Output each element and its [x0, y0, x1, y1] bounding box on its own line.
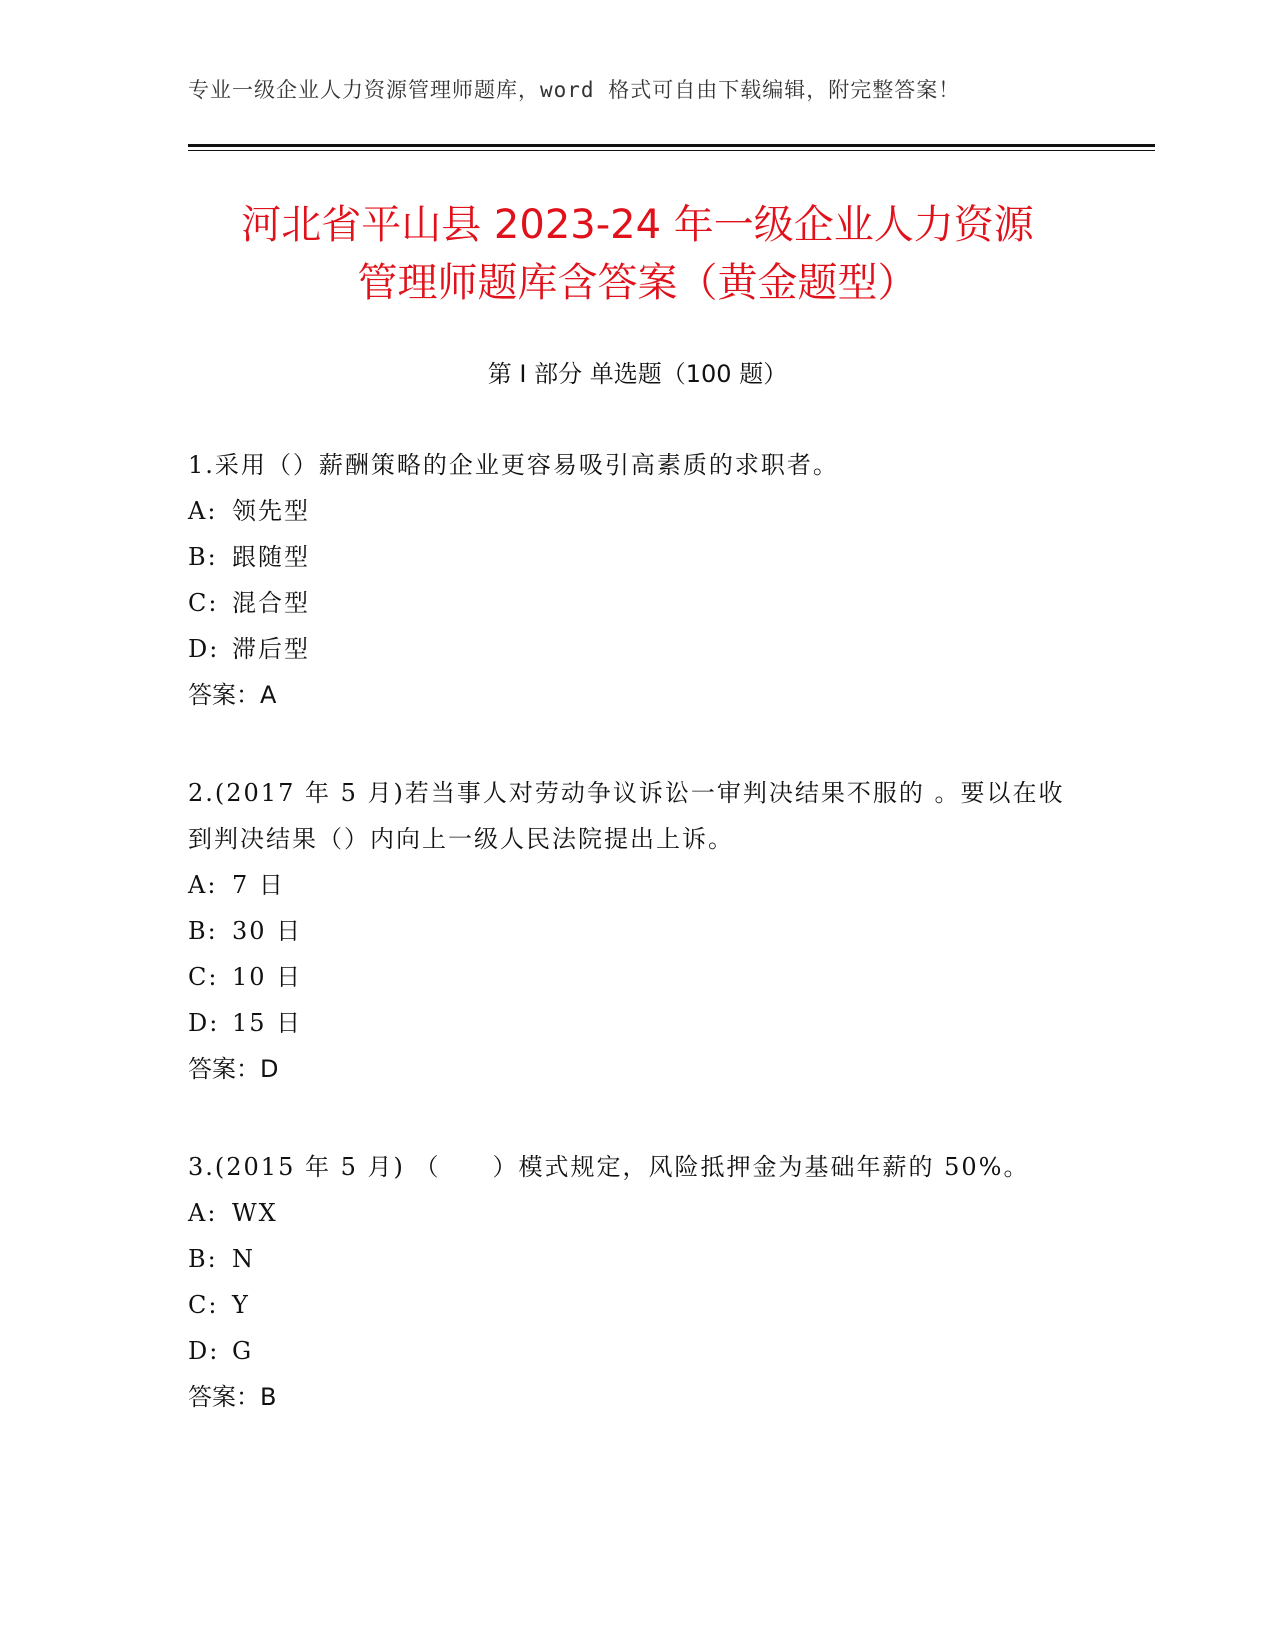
option-letter: A: [188, 497, 218, 525]
option-text: 15 日 [232, 1009, 303, 1037]
document-title-line2: 管理师题库含答案（黄金题型） [357, 260, 918, 306]
option-letter: D: [188, 1009, 220, 1037]
option-letter: B: [188, 1245, 218, 1273]
option-text: Y [232, 1291, 250, 1319]
option-text: 混合型 [232, 589, 310, 617]
option-a [188, 488, 1088, 534]
question-stem: 3.(2015 年 5 月) （ ）模式规定，风险抵押金为基础年薪的 50%。 [188, 1153, 1030, 1181]
question-1 [188, 442, 1088, 718]
option-text: 7 日 [232, 871, 285, 899]
option-text: G [232, 1337, 254, 1365]
answer-line: 答案：B [188, 1383, 277, 1411]
option-letter: A: [188, 871, 218, 899]
option-letter: B: [188, 543, 218, 571]
option-letter: C: [188, 1291, 219, 1319]
option-letter: C: [188, 963, 219, 991]
answer-line: 答案：D [188, 1055, 279, 1083]
question-stem: 1.采用（）薪酬策略的企业更容易吸引高素质的求职者。 [188, 451, 839, 479]
option-letter: A: [188, 1199, 218, 1227]
section-title: 第 I 部分 单选题（100 题） [487, 360, 788, 388]
option-letter: B: [188, 917, 218, 945]
option-d [188, 1328, 1088, 1374]
document-title-line1: 河北省平山县 2023-24 年一级企业人力资源 [241, 202, 1034, 248]
option-letter: D: [188, 1337, 220, 1365]
option-letter: D: [188, 635, 220, 663]
option-text: N [232, 1245, 255, 1273]
option-text: 30 日 [232, 917, 303, 945]
option-c [188, 954, 1088, 1000]
option-b [188, 1236, 1088, 1282]
question-list [188, 442, 1088, 1472]
question-2 [188, 770, 1088, 1092]
header-rule-thin [188, 150, 1155, 151]
option-text: WX [232, 1199, 278, 1227]
question-stem: 2.(2017 年 5 月)若当事人对劳动争议诉讼一审判决结果不服的 。要以在收到判决结果（）内向上一级人民法院提出上诉。 [188, 779, 1065, 853]
question-3 [188, 1144, 1088, 1420]
option-text: 滞后型 [232, 635, 310, 663]
document-title [140, 196, 1135, 312]
option-d [188, 626, 1088, 672]
option-text: 领先型 [232, 497, 310, 525]
option-text: 跟随型 [232, 543, 310, 571]
option-b [188, 534, 1088, 580]
option-c [188, 1282, 1088, 1328]
page-header: 专业一级企业人力资源管理师题库，word 格式可自由下载编辑，附完整答案！ [188, 78, 961, 102]
option-text: 10 日 [232, 963, 303, 991]
answer-line: 答案：A [188, 681, 277, 709]
option-c [188, 580, 1088, 626]
option-d [188, 1000, 1088, 1046]
option-a [188, 1190, 1088, 1236]
header-rule-thick [188, 144, 1155, 147]
option-a [188, 862, 1088, 908]
option-b [188, 908, 1088, 954]
option-letter: C: [188, 589, 219, 617]
